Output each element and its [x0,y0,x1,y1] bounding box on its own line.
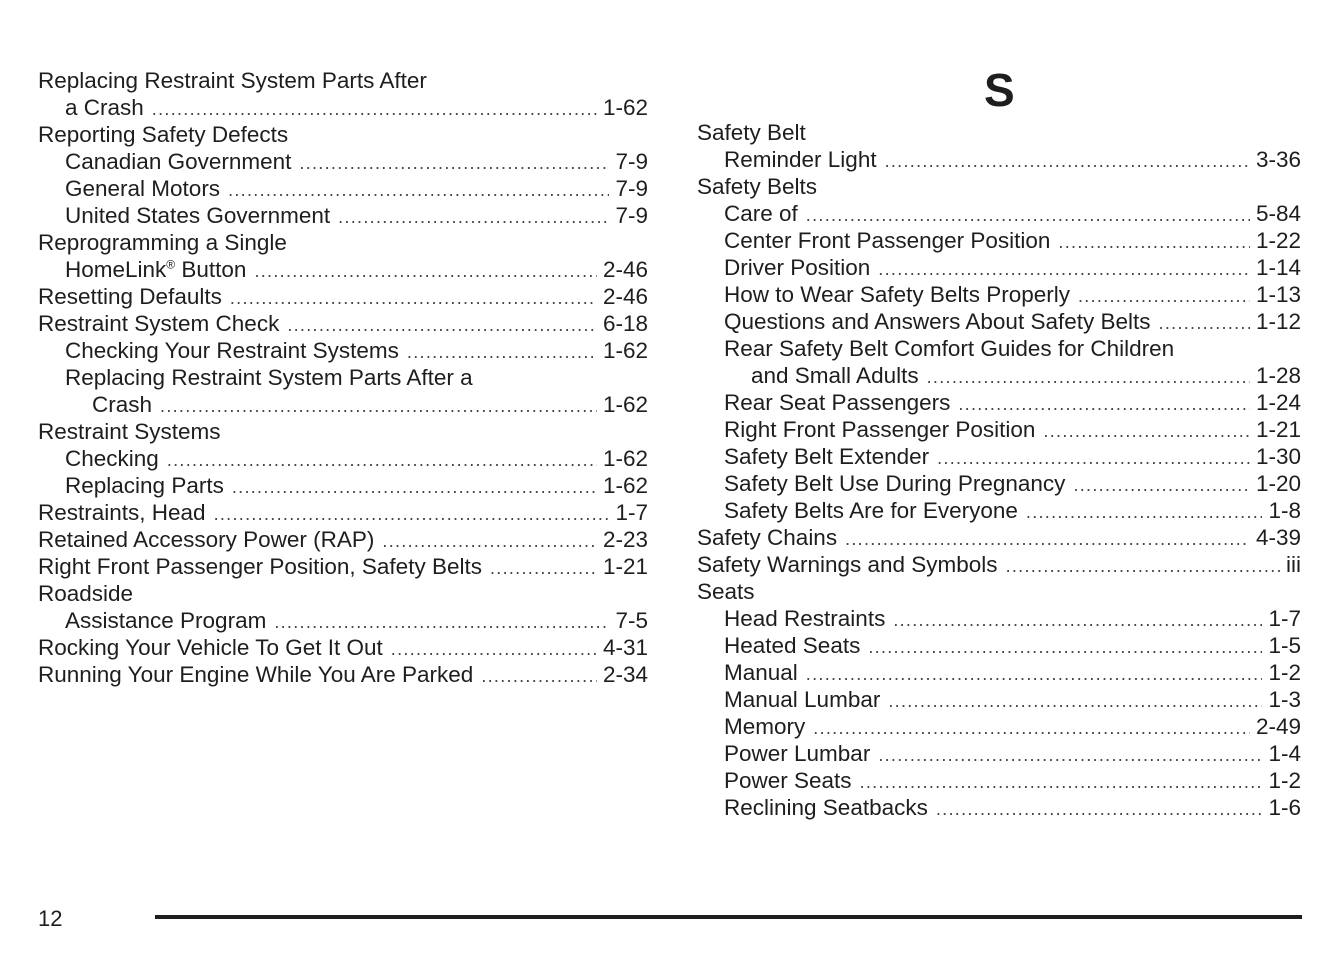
index-entry [697,578,1301,605]
entry-page-ref: 2-46 [602,284,648,309]
index-entry [697,416,1301,443]
index-entry [38,661,648,688]
entry-label: Replacing Parts [65,473,224,498]
index-entry [697,524,1301,551]
entry-page-ref: 1-30 [1255,444,1301,469]
entry-page-ref: 2-49 [1255,714,1301,739]
index-entry [697,389,1301,416]
dot-leader [958,391,1250,418]
dot-leader [338,204,609,231]
entry-page-ref: 1-62 [602,338,648,363]
entry-label: Rear Safety Belt Comfort Guides for Children [724,336,1175,361]
entry-label: Right Front Passenger Position [724,417,1036,442]
dot-leader [1006,553,1280,580]
entry-label: Memory [724,714,806,739]
entry-page-ref: 1-5 [1268,633,1301,658]
dot-leader [299,150,609,177]
entry-label: Reprogramming a Single [38,230,287,255]
entry-page-ref: iii [1286,552,1301,577]
entry-page-ref: 1-24 [1255,390,1301,415]
dot-leader [868,634,1262,661]
index-entry [697,443,1301,470]
entry-label: Heated Seats [724,633,861,658]
dot-leader [214,501,610,528]
dot-leader [806,202,1250,229]
entry-page-ref: 5-84 [1255,201,1301,226]
entry-label: Driver Position [724,255,871,280]
entry-page-ref: 2-23 [602,527,648,552]
entry-label: Manual Lumbar [724,687,881,712]
entry-label: Questions and Answers About Safety Belts [724,309,1151,334]
footer-rule [155,915,1302,919]
index-entry [38,175,648,202]
index-entry [38,418,648,445]
index-entry [697,308,1301,335]
entry-label: Power Seats [724,768,852,793]
dot-leader [878,256,1250,283]
entry-label: Manual [724,660,798,685]
entry-label: Safety Belt [697,120,806,145]
entry-page-ref: 1-13 [1255,282,1301,307]
dot-leader [391,636,597,663]
dot-leader [160,393,597,420]
index-entry [38,337,648,364]
index-entry [697,254,1301,281]
entry-label: Resetting Defaults [38,284,222,309]
entry-page-ref: 1-20 [1255,471,1301,496]
index-entry [697,794,1301,821]
dot-leader [287,312,597,339]
entry-label: Running Your Engine While You Are Parked [38,662,474,687]
entry-label: Right Front Passenger Position, Safety Belts [38,554,482,579]
index-entry [697,362,1301,389]
entry-page-ref: 1-4 [1268,741,1301,766]
index-entry [38,310,648,337]
entry-page-ref: 2-34 [602,662,648,687]
index-entry [38,283,648,310]
index-entry [38,391,648,418]
index-entry [697,713,1301,740]
dot-leader [1058,229,1250,256]
dot-leader [893,607,1262,634]
dot-leader [888,688,1262,715]
dot-leader [936,796,1263,823]
entry-page-ref: 1-22 [1255,228,1301,253]
entry-label: Assistance Program [65,608,267,633]
dot-leader [1073,472,1250,499]
entry-label: Center Front Passenger Position [724,228,1051,253]
entry-page-ref: 1-8 [1268,498,1301,523]
dot-leader [230,285,597,312]
index-entry [38,499,648,526]
dot-leader [481,663,597,690]
index-entry [697,605,1301,632]
entry-page-ref: 1-62 [602,446,648,471]
index-entry [697,119,1301,146]
index-entry [38,607,648,634]
entry-label: Reclining Seatbacks [724,795,928,820]
entry-page-ref: 1-7 [1268,606,1301,631]
entry-page-ref: 3-36 [1255,147,1301,172]
index-entry [38,445,648,472]
dot-leader [1078,283,1250,310]
entry-page-ref: 1-3 [1268,687,1301,712]
index-entry [697,335,1301,362]
entry-page-ref: 7-9 [615,176,648,201]
index-entry [697,740,1301,767]
entry-label: Head Restraints [724,606,886,631]
index-entry [38,121,648,148]
dot-leader [167,447,597,474]
entry-page-ref: 7-9 [615,203,648,228]
index-entry [697,227,1301,254]
index-entry [38,256,648,283]
index-entry [38,148,648,175]
index-entry [697,146,1301,173]
entry-page-ref: 1-21 [1255,417,1301,442]
dot-leader [382,528,597,555]
index-entry [697,551,1301,578]
entry-page-ref: 7-5 [615,608,648,633]
index-column-right [697,119,1301,821]
entry-page-ref: 1-2 [1268,768,1301,793]
entry-page-ref: 1-62 [602,95,648,120]
entry-label: How to Wear Safety Belts Properly [724,282,1070,307]
dot-leader [1043,418,1250,445]
entry-label: Checking Your Restraint Systems [65,338,399,363]
entry-label: Restraint System Check [38,311,280,336]
dot-leader [1159,310,1250,337]
entry-label: Restraints, Head [38,500,206,525]
index-entry [38,526,648,553]
index-entry [697,686,1301,713]
entry-label: General Motors [65,176,221,201]
entry-page-ref: 1-28 [1255,363,1301,388]
dot-leader [152,96,597,123]
dot-leader [490,555,597,582]
index-entry [38,67,648,94]
entry-label: Rear Seat Passengers [724,390,951,415]
entry-page-ref: 1-21 [602,554,648,579]
entry-label: Safety Belt Extender [724,444,930,469]
entry-label: Seats [697,579,755,604]
dot-leader [407,339,597,366]
dot-leader [254,258,597,285]
index-entry [697,173,1301,200]
dot-leader [228,177,609,204]
entry-page-ref: 2-46 [602,257,648,282]
index-entry [38,553,648,580]
index-entry [38,472,648,499]
index-column-left [38,67,648,688]
entry-page-ref: 7-9 [615,149,648,174]
dot-leader [845,526,1250,553]
entry-page-ref: 1-14 [1255,255,1301,280]
dot-leader [232,474,597,501]
entry-label: United States Government [65,203,331,228]
registered-mark: ® [166,257,176,272]
entry-label: Crash [92,392,153,417]
entry-page-ref: 6-18 [602,311,648,336]
dot-leader [937,445,1250,472]
index-entry [697,497,1301,524]
index-entry [697,659,1301,686]
entry-page-ref: 1-12 [1255,309,1301,334]
entry-label: Retained Accessory Power (RAP) [38,527,375,552]
index-entry [38,229,648,256]
entry-label: Reminder Light [724,147,877,172]
entry-label: Care of [724,201,798,226]
index-entry [38,202,648,229]
entry-page-ref: 1-2 [1268,660,1301,685]
entry-page-ref: 1-6 [1268,795,1301,820]
entry-label: Safety Belts Are for Everyone [724,498,1018,523]
entry-page-ref: 4-39 [1255,525,1301,550]
entry-label: Roadside [38,581,134,606]
entry-label: Safety Belt Use During Pregnancy [724,471,1066,496]
dot-leader [274,609,609,636]
entry-label: and Small Adults [751,363,919,388]
dot-leader [1026,499,1263,526]
dot-leader [813,715,1250,742]
index-entry [697,200,1301,227]
dot-leader [806,661,1263,688]
entry-label: Canadian Government [65,149,292,174]
entry-label: Restraint Systems [38,419,221,444]
index-entry [38,364,648,391]
index-entry [38,580,648,607]
page-number: 12 [38,906,63,931]
entry-page-ref: 1-62 [602,473,648,498]
entry-label: Safety Chains [697,525,838,550]
dot-leader [860,769,1263,796]
dot-leader [878,742,1262,769]
entry-label: Replacing Restraint System Parts After a [65,365,473,390]
index-entry [697,632,1301,659]
index-entry [697,470,1301,497]
entry-label: Rocking Your Vehicle To Get It Out [38,635,383,660]
index-entry [697,281,1301,308]
section-letter: S [984,64,1015,116]
index-entry [697,767,1301,794]
entry-label: Reporting Safety Defects [38,122,289,147]
entry-page-ref: 1-62 [602,392,648,417]
entry-page-ref: 4-31 [602,635,648,660]
index-entry [38,94,648,121]
entry-label: Safety Belts [697,174,818,199]
dot-leader [927,364,1250,391]
entry-label: Safety Warnings and Symbols [697,552,998,577]
entry-label: Replacing Restraint System Parts After [38,68,427,93]
entry-label: Checking [65,446,159,471]
index-entry [38,634,648,661]
entry-page-ref: 1-7 [615,500,648,525]
entry-label: Power Lumbar [724,741,871,766]
entry-label: a Crash [65,95,144,120]
entry-label: HomeLink® Button [65,257,247,282]
dot-leader [885,148,1250,175]
